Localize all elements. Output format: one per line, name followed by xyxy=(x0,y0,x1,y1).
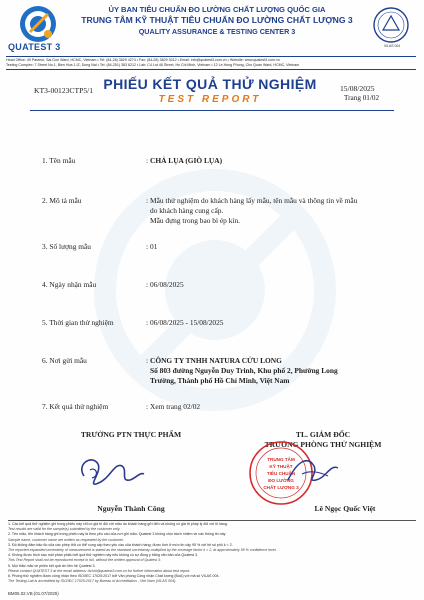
address-divider xyxy=(6,69,416,70)
sender-value: CÔNG TY TNHH NATURA CỬU LONG Số 803 đường Nguyễn Duy Trinh, Khu phố 2, Phường Long Trường, Thành phố Hồ Chí Minh, Việt Nam xyxy=(150,356,338,385)
report-title-en: TEST REPORT xyxy=(158,94,262,105)
report-date: 15/08/2025 xyxy=(340,84,375,93)
agency-name: ỦY BAN TIÊU CHUẨN ĐO LƯỜNG CHẤT LƯỢNG QUỐC GIA xyxy=(108,5,326,14)
row-3-colon: : xyxy=(146,242,149,251)
right-signatory-name: Lê Ngọc Quốc Việt xyxy=(314,504,376,513)
footnote-3-en: The reported expanded uncertainty of measurement is stated as the standard uncertainty multiplied by the coverage factor k = 2, at approximately 95 % confidence level. xyxy=(8,548,277,553)
right-signatory-subtitle: TRƯỞNG PHÒNG THỬ NGHIỆM xyxy=(264,440,382,449)
left-signatory-name: Nguyễn Thành Công xyxy=(97,504,165,513)
sample-name-value: CHẢ LỤA (GIÒ LỤA) xyxy=(150,156,223,165)
svg-text:TRUNG TÂM: TRUNG TÂM xyxy=(267,457,295,462)
header-divider xyxy=(6,56,416,57)
head-office-address: Head Office: 49 Pasteur, Sai Gon Ward, HCMC, Vietnam • Tel: (84-28) 3829 4274 • Fax: (84-28) 3829 3012 • Email: info@quatest3.com.vn • Website: www.quatest3.com.vn xyxy=(6,58,280,62)
quatest3-logo xyxy=(8,4,68,56)
footnote-5-en: Please contact QUATEST 3 at the email address: dv.khl@quatest3.com.vn for further information about test report. xyxy=(8,568,191,573)
testing-complex-address: Testing Complex: 7 Street No.1, Bien Hoa 1 IZ, Dong Nai • Tel: (84-251) 383 6212 • Lab: C4 Lot 46 Street, Ho Chi Minh, Vietnam • 12 Le Hong Phong, Cho Quan Ward, HCMC, Vietnam xyxy=(6,63,300,67)
svg-text:CHẤT LƯỢNG 3: CHẤT LƯỢNG 3 xyxy=(263,485,299,490)
footnote-6: 6. Phòng thử nghiệm được công nhận theo ISO/IEC 17025:2017 bởi Văn phòng Công nhận Chất lượng (BoA) với mã số VILAS 004. xyxy=(8,574,220,579)
title-divider xyxy=(30,110,394,111)
row-7-colon: : xyxy=(146,402,149,411)
svg-text:ĐO LƯỜNG: ĐO LƯỜNG xyxy=(268,478,294,483)
sample-description-value: Mẫu thử nghiệm do khách hàng lấy mẫu, tên mẫu và thông tin về mẫu do khách hàng cung cấp. Mẫu đựng trong bao bì ép kín. xyxy=(150,196,358,225)
row-5-colon: : xyxy=(146,318,149,327)
row-7-label: 7. Kết quả thử nghiệm xyxy=(42,402,109,411)
footnote-1-en: Test results are valid for the sample(s) submitted by the customer only. xyxy=(8,527,121,532)
svg-text:KỸ THUẬT: KỸ THUẬT xyxy=(269,464,293,469)
footnote-6-en: The Testing Lab is accredited by ISO/IEC 17025:2017 by Bureau of Accreditation - Viet Nam (VILAS 004). xyxy=(8,579,177,584)
form-code: BM05.02.VB.(01.07/2025) xyxy=(8,591,59,596)
accreditation-code: VILAS 004 xyxy=(383,44,401,48)
test-period-value: 06/08/2025 - 15/08/2025 xyxy=(150,318,224,327)
row-6-label: 6. Nơi gửi mẫu xyxy=(42,356,87,365)
test-result-value: Xem trang 02/02 xyxy=(150,402,201,411)
footnote-divider xyxy=(8,520,416,521)
logo-text: QUATEST 3 xyxy=(8,42,61,52)
row-2-label: 2. Mô tả mẫu xyxy=(42,196,82,205)
right-signature-icon xyxy=(258,450,348,490)
row-5-label: 5. Thời gian thử nghiệm xyxy=(42,318,114,327)
row-1-colon: : xyxy=(146,156,149,165)
footnote-3: 3. Độ không đảm bảo đo của các phép thử có thể cung cấp theo yêu cầu của khách hàng; được tính ở mức tin cậy 95 % với hệ số phủ k = 2. xyxy=(8,542,233,547)
footnote-1: 1. Các kết quả thử nghiệm ghi trong phiếu này chỉ có giá trị đối với mẫu do khách hàng gửi đến và không có giá trị pháp lý đối với lô hàng. xyxy=(8,522,228,526)
row-6-colon: : xyxy=(146,356,149,365)
row-4-label: 4. Ngày nhận mẫu xyxy=(42,280,97,289)
row-2-colon: : xyxy=(146,196,149,205)
accreditation-badge-icon xyxy=(372,6,410,44)
footnote-5: 5. Mọi thắc mắc về phiếu kết quả xin liên hệ Quatest 3. xyxy=(8,563,96,568)
footnote-2: 2. Tên mẫu, tên khách hàng ghi trong phiếu này là theo yêu cầu của nơi gửi mẫu. Quatest 3 không chịu trách nhiệm về các thông tin này. xyxy=(8,532,227,537)
left-signature-icon xyxy=(70,446,150,496)
footnotes xyxy=(8,522,416,584)
row-4-colon: : xyxy=(146,280,149,289)
footnote-2-en: Sample name, customer name are written as requested by the customer. xyxy=(8,537,124,542)
center-name-en: QUALITY ASSURANCE & TESTING CENTER 3 xyxy=(138,27,296,36)
quatest3-emblem-icon xyxy=(18,4,58,44)
svg-text:TIÊU CHUẨN: TIÊU CHUẨN xyxy=(266,471,296,476)
sample-quantity-value: 01 xyxy=(150,242,158,251)
row-1-label: 1. Tên mẫu xyxy=(42,156,76,165)
left-signatory-title: TRƯỞNG PTN THỰC PHẨM xyxy=(80,430,182,439)
center-name-vn: TRUNG TÂM KỸ THUẬT TIÊU CHUẨN ĐO LƯỜNG CHẤT LƯỢNG 3 xyxy=(81,15,353,25)
report-number: KT3-00123CTP5/1 xyxy=(34,86,94,95)
page-indicator: Trang 01/02 xyxy=(344,94,380,102)
footnote-4-en: This Test Report shall not be reproduced except in full, without the written approval of Quatest 3. xyxy=(8,558,162,563)
right-signatory-title: TL. GIÁM ĐỐC xyxy=(295,430,351,439)
receipt-date-value: 06/08/2025 xyxy=(150,280,184,289)
row-3-label: 3. Số lượng mẫu xyxy=(42,242,91,251)
report-title-vn: PHIẾU KẾT QUẢ THỬ NGHIỆM xyxy=(103,76,317,92)
footnote-4: 4. Không được trích sao một phần phiếu kết quả thử nghiệm này nếu không có sự đồng ý bằng văn bản của Quatest 3. xyxy=(8,553,198,558)
